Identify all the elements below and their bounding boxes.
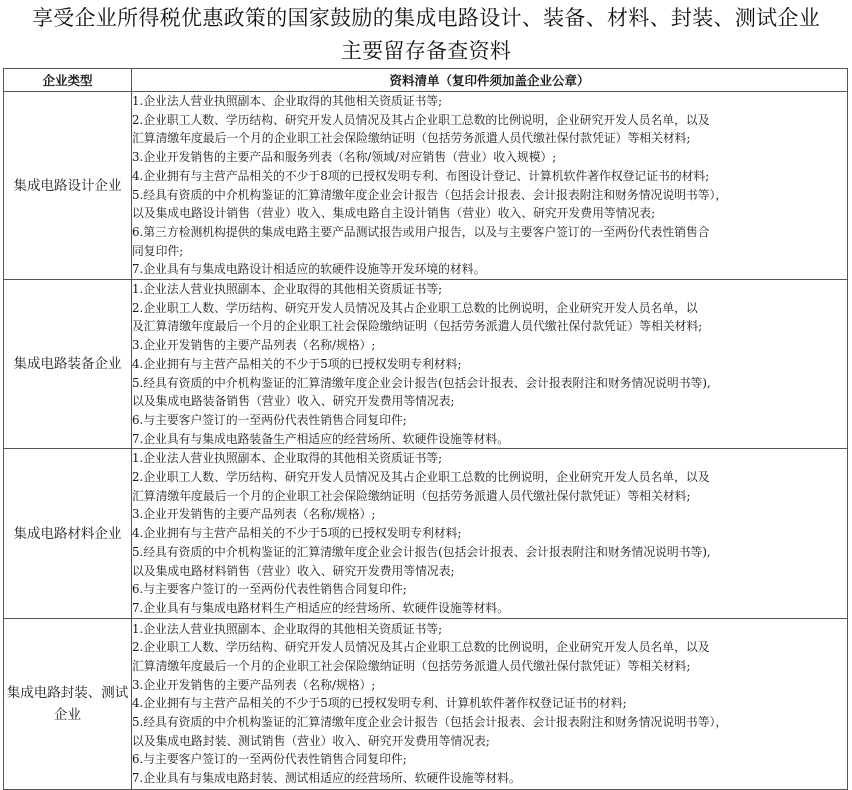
list-item: 1.企业法人营业执照副本、企业取得的其他相关资质证书等; xyxy=(132,94,443,108)
list-item: 4.企业拥有与主营产品相关的不少于5项的已授权发明专利材料; xyxy=(132,356,462,371)
header-document-list: 资料清单（复印件须加盖企业公章） xyxy=(132,69,848,92)
list-item: 5.经具有资质的中介机构鉴证的汇算清缴年度企业会计报告(包括会计报表、会计报表附注和财务情况说明书等), 以及集成电路装备销售（营业）收入、研究开发费用等情况表; xyxy=(132,375,711,409)
list-item: 7.企业具有与集成电路封装、测试相适应的经营场所、软硬件设施等材料。 xyxy=(132,771,521,786)
list-item: 7.企业具有与集成电路设计相适应的软硬件设施等开发环境的材料。 xyxy=(132,262,486,277)
document-list-cell xyxy=(132,280,848,449)
table-row-materials xyxy=(4,449,848,618)
list-item: 7.企业具有与集成电路材料生产相适应的经营场所、软硬件设施等材料。 xyxy=(132,600,509,615)
list-item: 3.企业开发销售的主要产品列表（名称/规格）; xyxy=(132,507,376,522)
enterprise-type-cell: 集成电路封装、测试企业 xyxy=(4,618,132,789)
list-item: 6.第三方检测机构提供的集成电路主要产品测试报告或用户报告，以及与主要客户签订的一至两份代表性销售合 同复印件; xyxy=(132,224,710,258)
table-row-packaging-testing xyxy=(4,618,848,789)
list-item: 4.企业拥有与主营产品相关的不少于5项的已授权发明专利、计算机软件著作权登记证书的材料; xyxy=(132,696,627,711)
enterprise-type-cell: 集成电路装备企业 xyxy=(4,280,132,449)
list-item: 2.企业职工人数、学历结构、研究开发人员情况及其占企业职工总数的比例说明，企业研究开发人员名单，以及 汇算清缴年度最后一个月的企业职工社会保险缴纳证明（包括劳务派遣人员代缴社保付款凭证）等相关材料; xyxy=(132,640,710,673)
document-list-cell xyxy=(132,449,848,618)
list-item: 3.企业开发销售的主要产品和服务列表（名称/领域/对应销售（营业）收入规模）; xyxy=(132,150,557,165)
list-item: 2.企业职工人数、学历结构、研究开发人员情况及其占企业职工总数的比例说明，企业研究开发人员名单，以 及汇算清缴年度最后一个月的企业职工社会保险缴纳证明（包括劳务派遣人员代缴社保付款凭证）等相关材料; xyxy=(132,300,703,334)
list-item: 1.企业法人营业执照副本、企业取得的其他相关资质证书等; xyxy=(132,621,443,636)
title-line-2: 主要留存备查资料 xyxy=(340,39,512,63)
documents-table xyxy=(3,68,848,790)
enterprise-type-cell: 集成电路设计企业 xyxy=(4,92,132,280)
list-item: 7.企业具有与集成电路装备生产相适应的经营场所、软硬件设施等材料。 xyxy=(132,431,509,446)
list-item: 3.企业开发销售的主要产品列表（名称/规格）; xyxy=(132,338,376,353)
enterprise-type-cell: 集成电路材料企业 xyxy=(4,449,132,618)
list-item: 5.经具有资质的中介机构鉴证的汇算清缴年度企业会计报告(包括会计报表、会计报表附注和财务情况说明书等), 以及集成电路材料销售（营业）收入、研究开发费用等情况表; xyxy=(132,544,711,578)
list-item: 2.企业职工人数、学历结构、研究开发人员情况及其占企业职工总数的比例说明，企业研究开发人员名单，以及 汇算清缴年度最后一个月的企业职工社会保险缴纳证明（包括劳务派遣人员代缴社保付款凭证）等相关材料; xyxy=(132,470,710,503)
document-title xyxy=(0,0,852,68)
list-item: 4.企业拥有与主营产品相关的不少于5项的已授权发明专利材料; xyxy=(132,526,462,541)
list-item: 3.企业开发销售的主要产品列表（名称/规格）; xyxy=(132,677,376,692)
list-item: 6.与主要客户签订的一至两份代表性销售合同复印件; xyxy=(132,582,407,597)
list-item: 1.企业法人营业执照副本、企业取得的其他相关资质证书等; xyxy=(132,451,443,466)
list-item: 6.与主要客户签订的一至两份代表性销售合同复印件; xyxy=(132,752,407,767)
list-item: 5.经具有资质的中介机构鉴证的汇算清缴年度企业会计报告（包括会计报表、会计报表附注和财务情况说明书等）， 以及集成电路封装、测试销售（营业）收入、研究开发费用等情况表; xyxy=(132,715,728,748)
list-item: 1.企业法人营业执照副本、企业取得的其他相关资质证书等; xyxy=(132,282,443,297)
document-list-cell xyxy=(132,92,848,280)
table-header-row xyxy=(4,69,848,92)
list-item: 5.经具有资质的中介机构鉴证的汇算清缴年度企业会计报告（包括会计报表、会计报表附注和财务情况说明书等）， 以及集成电路设计销售（营业）收入、集成电路自主设计销售（营业）收入、研究开发费用等情况表; xyxy=(132,187,728,221)
table-row-equipment xyxy=(4,280,848,449)
title-line-1: 享受企业所得税优惠政策的国家鼓励的集成电路设计、装备、材料、封装、测试企业 xyxy=(31,6,821,30)
document-list-cell xyxy=(132,618,848,789)
list-item: 4.企业拥有与主营产品相关的不少于8项的已授权发明专利、布图设计登记、计算机软件著作权登记证书的材料; xyxy=(132,168,710,183)
header-enterprise-type: 企业类型 xyxy=(4,69,132,92)
list-item: 2.企业职工人数、学历结构、研究开发人员情况及其占企业职工总数的比例说明，企业研究开发人员名单，以及 汇算清缴年度最后一个月的企业职工社会保险缴纳证明（包括劳务派遣人员代缴社保付款凭证）等相关材料; xyxy=(132,112,710,146)
table-row-design xyxy=(4,92,848,280)
list-item: 6.与主要客户签订的一至两份代表性销售合同复印件; xyxy=(132,412,407,427)
